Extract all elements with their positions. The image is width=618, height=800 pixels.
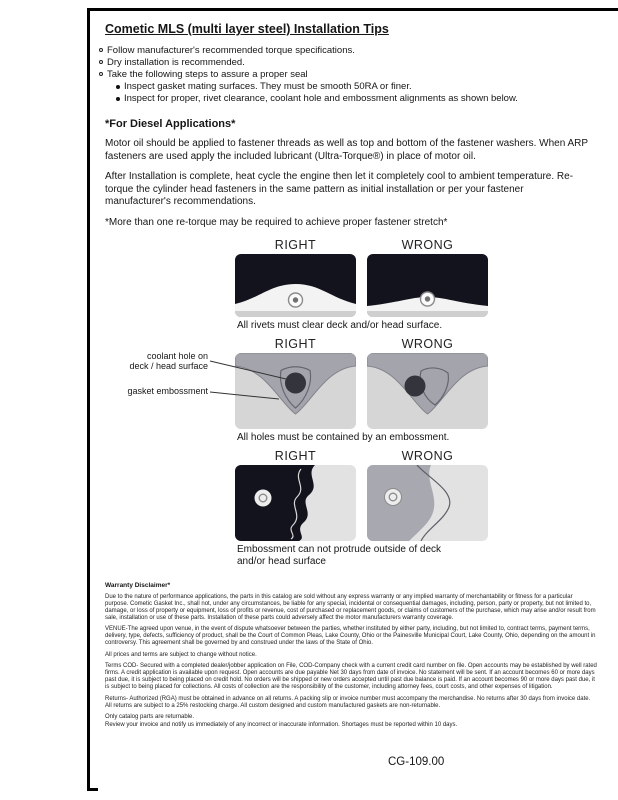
diesel-paragraph-1: Motor oil should be applied to fastener threads as well as top and bottom of the fastener washers. When ARP fasteners are used apply the included lubricant (Ultra-Torque®) in place of motor oil. (105, 138, 588, 162)
figure-panels (235, 353, 606, 429)
figure-embossment-protrusion (98, 449, 606, 568)
tip-text: Follow manufacturer's recommended torque specifications. (107, 45, 355, 56)
open-bullet-icon (99, 60, 103, 64)
open-bullet-icon (99, 72, 103, 76)
embossment-right-diagram (235, 465, 356, 541)
filled-bullet-icon (116, 97, 120, 101)
page-content (98, 18, 606, 734)
figure-caption: All rivets must clear deck and/or head surface. (237, 319, 443, 331)
rivet-clear-right-diagram (235, 254, 356, 317)
figure-panels (235, 465, 606, 541)
right-label: RIGHT (274, 336, 317, 351)
tip-item (98, 69, 606, 81)
embossment-wrong-diagram (367, 465, 488, 541)
warranty-disclaimer (105, 582, 597, 730)
diesel-paragraph-2: After Installation is complete, heat cycle the engine then let it completely cool to ambient temperature. Re-torque the cylinder head fasteners in the same pattern as initial installation or per your fastener manufacturer's recommendations. (105, 171, 574, 207)
tip-sub-item (115, 93, 606, 105)
figure-caption: Embossment can not protrude outside of deck and/or head surface (237, 543, 442, 567)
disclaimer-paragraph: All prices and terms are subject to change without notice. (105, 651, 257, 658)
diesel-applications-heading: *For Diesel Applications* (105, 118, 236, 130)
wrong-label: WRONG (401, 448, 454, 463)
page-border-bottom-tick (87, 788, 98, 791)
page-title: Cometic MLS (multi layer steel) Installation Tips (105, 22, 389, 36)
wrong-label: WRONG (401, 237, 454, 252)
figure-rivet-clearance (98, 238, 606, 332)
tip-text: Inspect for proper, rivet clearance, coolant hole and embossment alignments as shown below. (124, 93, 518, 104)
wrong-label: WRONG (401, 336, 454, 351)
rivet-clear-wrong-diagram (367, 254, 488, 317)
retorque-note: *More than one re-torque may be required to achieve proper fastener stretch* (105, 216, 448, 228)
callout-line2: deck / head surface (129, 361, 208, 371)
tip-text: Take the following steps to assure a proper seal (107, 69, 308, 80)
disclaimer-paragraph: Terms COD- Secured with a completed dealer/jobber application on File, COD-Company check with a current credit card number on file. Open accounts may be established by well rated firms. A credit application is available upon request. Open accounts are due payable Net 30 days from date of invoice. No statement will be sent. If an account becomes 60 or more days past due, it is subject to being placed on credit hold. No orders will be shipped or new orders accepted until past due balance is paid. If an account becomes 90 or more days past due, it is subject to being placed for collections. All costs of collection are the responsibility of the customer, including attorney fees, court costs, and other expenses of litigation. (105, 663, 597, 690)
page-border-top (87, 8, 618, 11)
callout-line1: coolant hole on (146, 350, 208, 361)
tip-text: Inspect gasket mating surfaces. They must be smooth 50RA or finer. (124, 81, 412, 92)
tip-text: Dry installation is recommended. (107, 57, 245, 68)
figure-labels (235, 238, 606, 252)
disclaimer-paragraph: Returns- Authorized (RGA) must be obtained in advance on all returns. A packing slip or invoice number must accompany the merchandise. No returns after 30 days from invoice date. All returns are subject to a 25% restocking charge. All custom designed and custom manufactured gaskets are non-returnable. (105, 695, 591, 709)
right-label: RIGHT (274, 448, 317, 463)
filled-bullet-icon (116, 85, 120, 89)
right-label: RIGHT (274, 237, 317, 252)
disclaimer-paragraph: VENUE-The agreed upon venue, in the event of dispute whatsoever between the parties, whether instituted by either party, including, but not limited to, contract terms, payment terms, delivery, type, defects, sufficiency of product, shall be the Court of Common Pleas, Lake County, Ohio or the Painesville Municipal Court, Lake County, Ohio, depending on the amount in controversy. This agreement shall be governed by and construed under the laws of the State of Ohio. (105, 626, 596, 646)
disclaimer-paragraph: Due to the nature of performance applications, the parts in this catalog are sold without any express warranty or any implied warranty of merchantability or fitness for a particular purpose. Cometic Gasket Inc., shall not, under any circumstances, be liable for any special, incidental or consequential damages, including, person, party or property, but not limited to, damage, or loss of property or equipment, loss of profits or revenue, cost of purchased or replacement goods, or claims of customers of the purchase, which may arise and/or result from sale, installation or use of these parts. Installation of these parts could adversely affect the motor manufacturers warranty coverage. (105, 593, 596, 621)
hole-embossment-wrong-diagram (367, 353, 488, 429)
gasket-embossment-callout: gasket embossment (127, 385, 208, 396)
coolant-hole-callout (112, 351, 208, 372)
figure-labels (235, 337, 606, 351)
page-border-left (87, 8, 90, 791)
tip-sub-item (115, 81, 606, 93)
figure-panels (235, 254, 606, 317)
figure-labels (235, 449, 606, 463)
figure-annotated-area (98, 350, 606, 429)
open-bullet-icon (99, 48, 103, 52)
tip-item (98, 45, 606, 57)
disclaimer-heading: Warranty Disclaimer* (105, 581, 171, 589)
figure-caption: All holes must be contained by an embossment. (237, 431, 450, 443)
disclaimer-paragraph: Only catalog parts are returnable. (105, 714, 195, 720)
tip-item (98, 57, 606, 69)
disclaimer-paragraph: Review your invoice and notify us immediately of any incorrect or inaccurate information. Shortages must be reported within 10 days. (105, 722, 458, 728)
hole-embossment-right-diagram (235, 353, 356, 429)
figure-hole-embossment (98, 337, 606, 444)
page-code: CG-109.00 (388, 756, 445, 768)
